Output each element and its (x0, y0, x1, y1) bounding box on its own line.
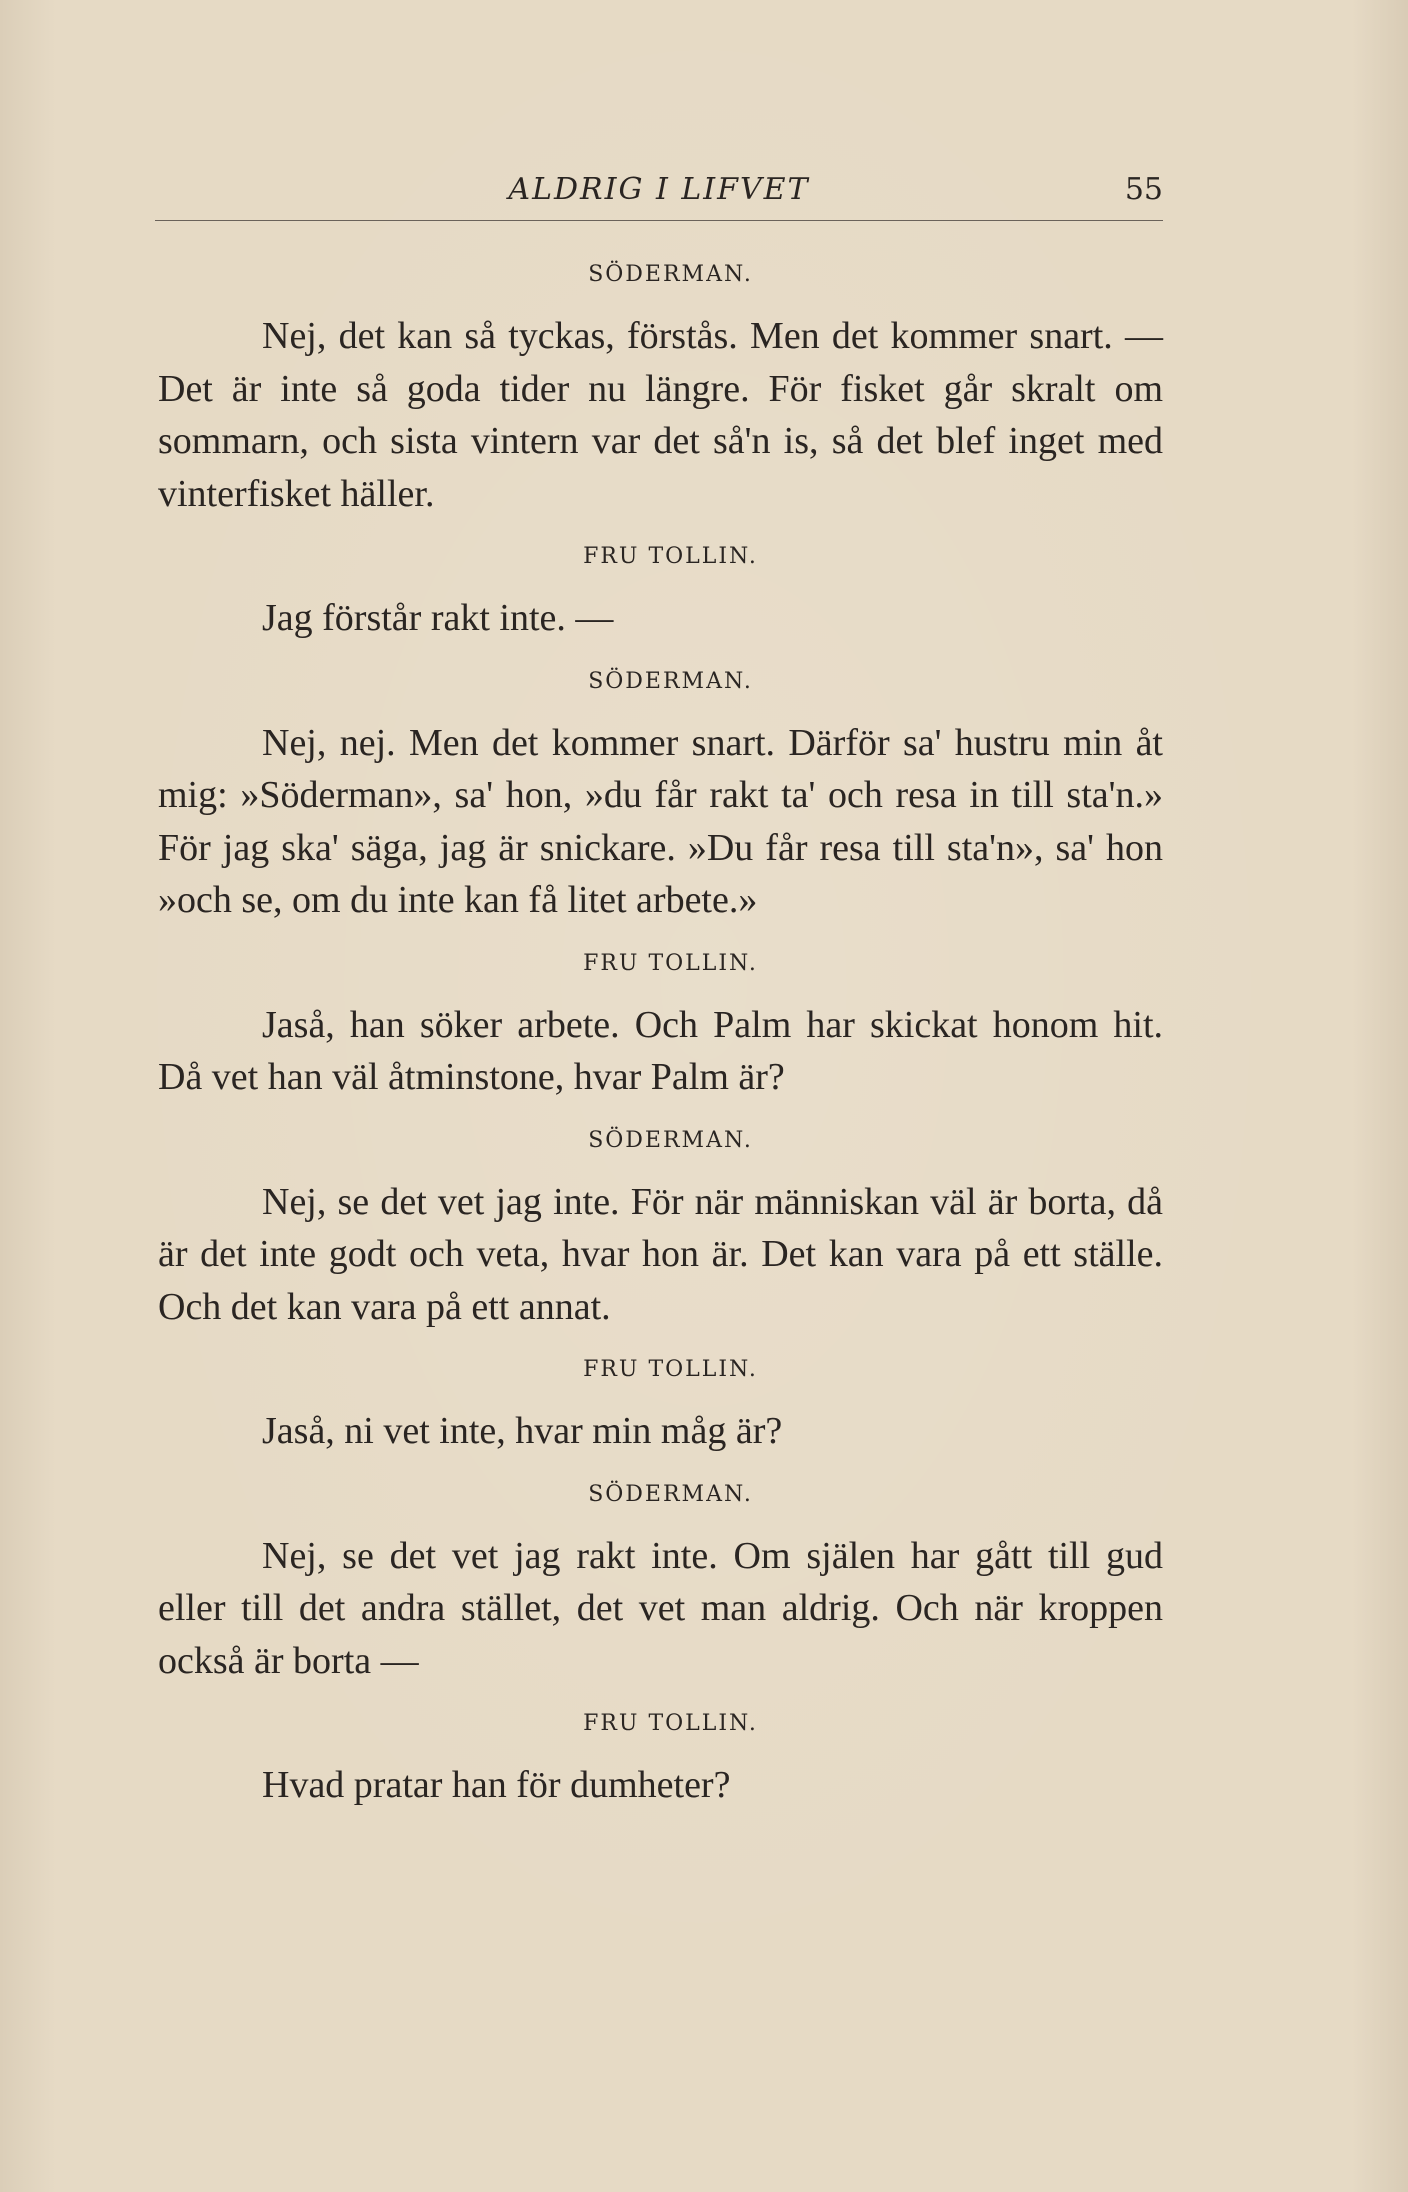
speech-paragraph: Jaså, ni vet inte, hvar min måg är? (262, 1410, 783, 1452)
speech-paragraph: Nej, det kan så tyckas, förstås. Men det kommer snart. — Det är inte så goda tider nu längre. För fisket går skralt om sommarn, och sista vintern var det så'n is, så det blef inget med vinterfisket häller. (158, 315, 1163, 515)
speech-paragraph: Nej, nej. Men det kommer snart. Därför sa' hustru min åt mig: »Söderman», sa' hon, »du får rakt ta' och resa in till sta'n.» För jag ska' säga, jag är snickare. »Du får resa till sta'n», sa' hon »och se, om du inte kan få litet arbete.» (158, 721, 1163, 921)
speech-paragraph: Nej, se det vet jag rakt inte. Om själen har gått till gud eller till det andra stället, det vet man aldrig. Och när kroppen också är borta — (158, 1534, 1163, 1682)
speaker-name: SÖDERMAN. (588, 1127, 753, 1153)
speech-paragraph: Hvad pratar han för dumheter? (262, 1764, 731, 1806)
page-number: 55 (1124, 172, 1163, 207)
speaker-name: FRU TOLLIN. (583, 1711, 758, 1736)
speaker-name: SÖDERMAN. (588, 668, 753, 694)
speaker-name: SÖDERMAN. (588, 262, 753, 287)
speech-paragraph: Nej, se det vet jag inte. För när människan väl är borta, då är det inte godt och veta, hvar hon är. Det kan vara på ett ställe. Och det kan vara på ett annat. (158, 1180, 1163, 1328)
speech-paragraph: Jaså, han söker arbete. Och Palm har skickat honom hit. Då vet han väl åtminstone, hvar Palm är? (158, 1003, 1163, 1098)
running-header (155, 170, 1163, 221)
speech-paragraph: Jag förstår rakt inte. — (262, 597, 614, 639)
speaker-name: SÖDERMAN. (588, 1481, 753, 1507)
dialogue-text (158, 260, 1163, 1834)
speaker-name: FRU TOLLIN. (583, 1357, 758, 1382)
running-title: ALDRIG I LIFVET (508, 172, 810, 207)
speaker-name: FRU TOLLIN. (583, 950, 758, 976)
speaker-name: FRU TOLLIN. (583, 544, 758, 569)
